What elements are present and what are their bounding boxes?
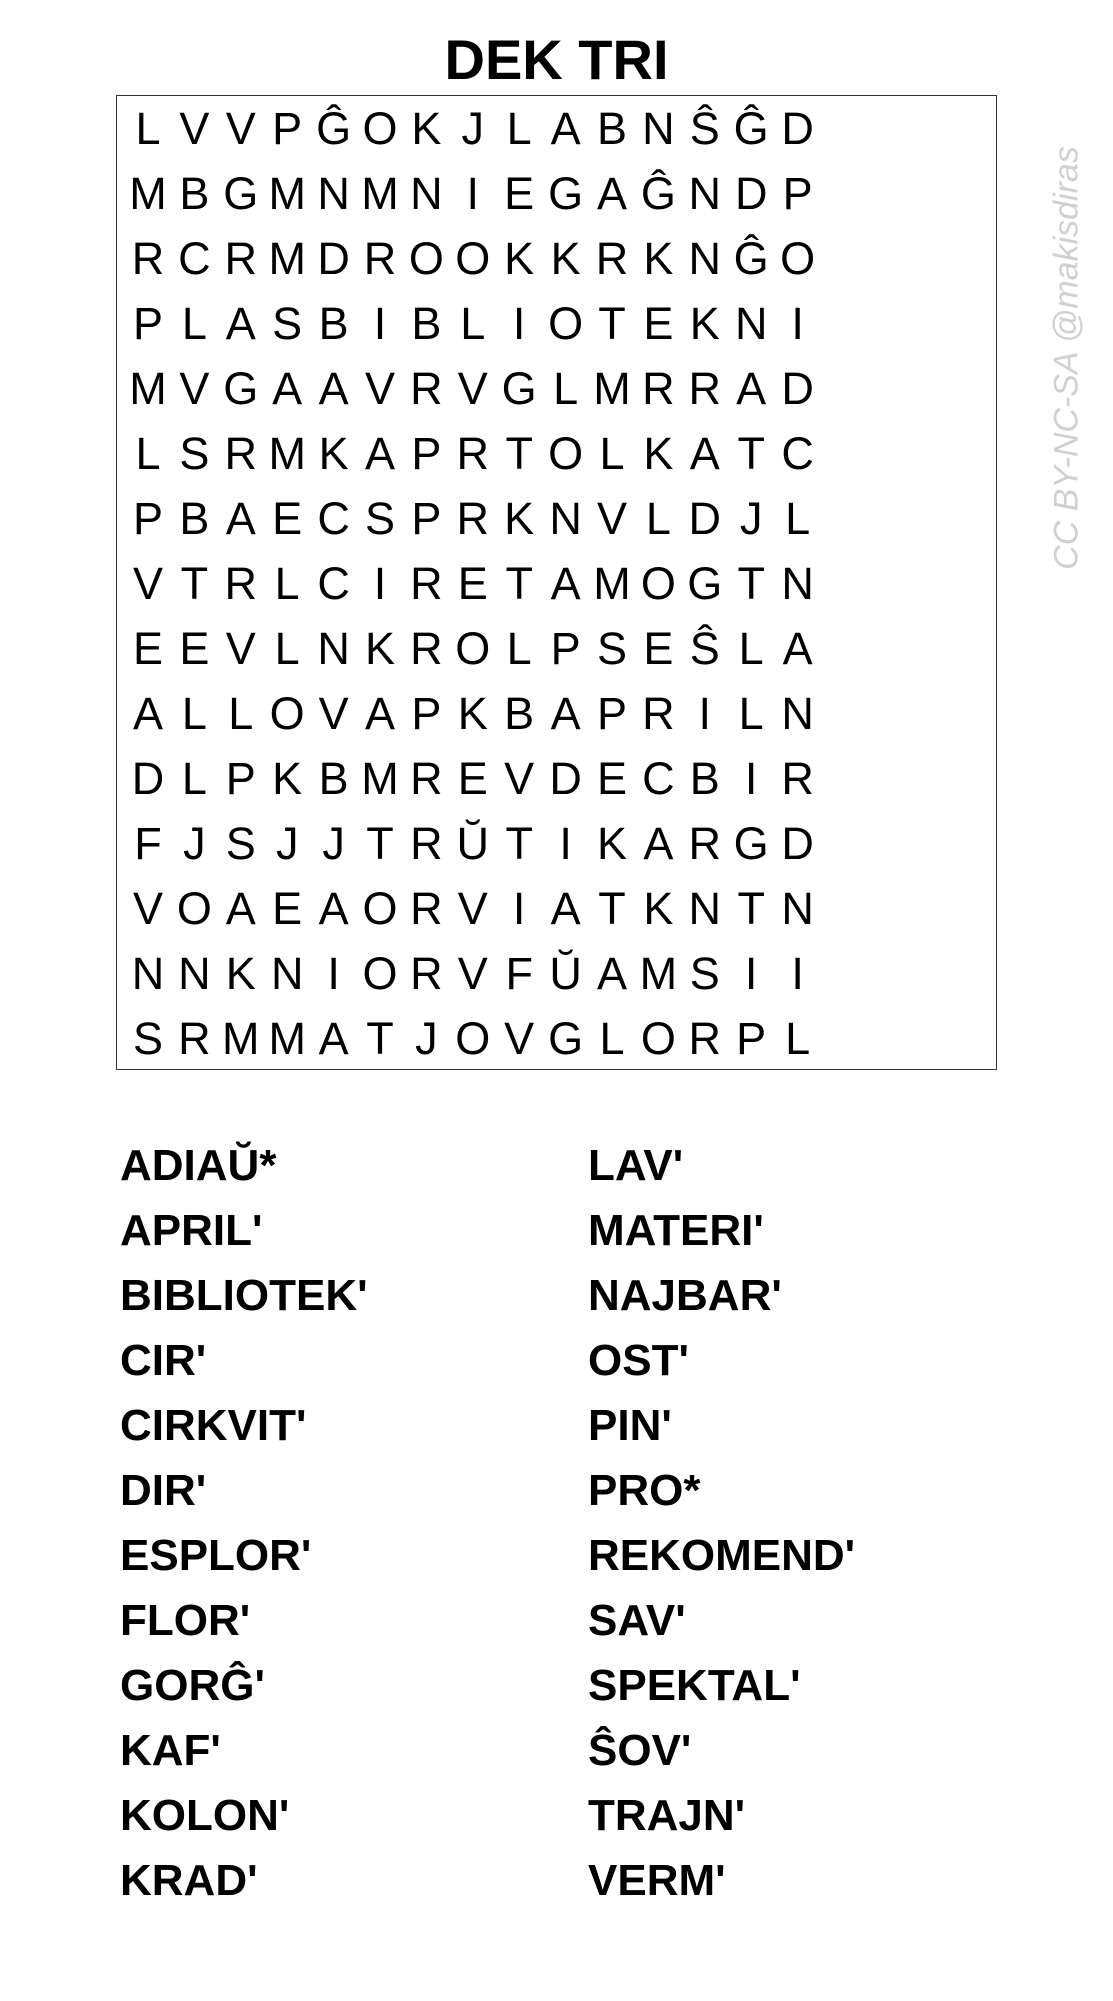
grid-cell[interactable]: V [364, 363, 395, 414]
grid-cell[interactable]: O [362, 948, 398, 999]
watermark-text: CC BY-NC-SA @makisdiras [1047, 146, 1086, 570]
grid-cell[interactable]: B [411, 298, 442, 349]
grid-cell[interactable]: E [643, 298, 674, 349]
grid-cell[interactable]: A [782, 623, 813, 674]
grid-cell[interactable]: O [548, 428, 584, 479]
grid-cell[interactable]: O [455, 623, 491, 674]
grid-cell[interactable]: Ĝ [316, 103, 352, 154]
grid-cell[interactable]: L [181, 298, 207, 349]
grid-cell[interactable]: R [410, 818, 443, 869]
grid-cell[interactable]: M [639, 948, 678, 999]
grid-cell[interactable]: L [599, 428, 625, 479]
grid-cell[interactable]: R [410, 948, 443, 999]
word-list-item: MATERI' [588, 1206, 764, 1255]
word-list-item: KAF' [120, 1726, 221, 1775]
grid-cell[interactable]: G [223, 363, 259, 414]
grid-cell[interactable]: R [410, 753, 443, 804]
grid-cell[interactable]: D [131, 753, 165, 804]
grid-cell[interactable]: R [224, 428, 258, 479]
grid-cell[interactable]: L [506, 103, 532, 154]
grid-cell[interactable]: L [274, 558, 300, 609]
word-list-item: VERM' [588, 1856, 726, 1905]
grid-row [117, 876, 996, 941]
grid-cell[interactable]: K [318, 428, 349, 479]
grid-cell[interactable]: O [269, 688, 305, 739]
grid-cell[interactable]: T [366, 818, 394, 869]
grid-cell[interactable]: R [178, 1013, 211, 1064]
grid-cell[interactable]: D [317, 233, 350, 284]
word-list-item: PRO* [588, 1466, 701, 1515]
grid-cell[interactable]: P [272, 103, 303, 154]
grid-cell[interactable]: N [270, 948, 304, 999]
grid-cell[interactable]: R [456, 428, 490, 479]
grid-cell[interactable]: N [642, 103, 675, 154]
grid-cell[interactable]: E [272, 493, 303, 544]
grid-cell[interactable]: R [410, 623, 443, 674]
grid-cell[interactable]: A [225, 298, 256, 349]
grid-cell[interactable]: L [785, 493, 811, 544]
grid-cell[interactable]: R [642, 688, 675, 739]
grid-row [117, 1006, 996, 1071]
grid-cell[interactable]: V [504, 1013, 535, 1064]
grid-row [117, 941, 996, 1006]
grid-cell[interactable]: T [598, 298, 626, 349]
grid-cell[interactable]: M [593, 558, 631, 609]
grid-cell[interactable]: E [272, 883, 303, 934]
grid-cell[interactable]: A [272, 363, 303, 414]
grid-cell[interactable]: P [550, 623, 581, 674]
grid-cell[interactable]: A [689, 428, 720, 479]
grid-cell[interactable]: L [738, 623, 764, 674]
grid-cell[interactable]: S [179, 428, 210, 479]
grid-cell[interactable]: M [129, 168, 167, 219]
grid-cell[interactable]: K [689, 298, 720, 349]
grid-cell[interactable]: K [504, 493, 535, 544]
grid-cell[interactable]: L [738, 688, 764, 739]
grid-cell[interactable]: G [733, 818, 769, 869]
grid-cell[interactable]: S [596, 623, 627, 674]
grid-cell[interactable]: O [548, 298, 584, 349]
grid-cell[interactable]: L [785, 1013, 811, 1064]
grid-cell[interactable]: A [225, 493, 256, 544]
grid-cell[interactable]: B [504, 688, 535, 739]
grid-cell[interactable]: R [688, 818, 722, 869]
grid-cell[interactable]: N [688, 168, 722, 219]
grid-cell[interactable]: M [268, 168, 306, 219]
grid-cell[interactable]: O [455, 233, 491, 284]
grid-row [117, 291, 996, 356]
word-list-item: CIR' [120, 1336, 207, 1385]
grid-cell[interactable]: E [643, 623, 674, 674]
grid-cell[interactable]: K [643, 428, 674, 479]
grid-cell[interactable]: V [457, 948, 488, 999]
grid-cell[interactable]: A [318, 363, 349, 414]
grid-cell[interactable]: P [225, 753, 256, 804]
grid-cell[interactable]: B [689, 753, 720, 804]
grid-cell[interactable]: A [596, 948, 627, 999]
grid-cell[interactable]: D [781, 103, 814, 154]
word-list-item: REKOMEND' [588, 1531, 856, 1580]
grid-cell[interactable]: K [550, 233, 581, 284]
grid-row [117, 161, 996, 226]
grid-cell[interactable]: T [366, 1013, 394, 1064]
grid-cell[interactable]: A [318, 1013, 349, 1064]
word-list-item: ADIAŬ* [120, 1141, 277, 1190]
grid-cell[interactable]: N [781, 883, 814, 934]
grid-cell[interactable]: N [317, 623, 350, 674]
grid-cell[interactable]: E [179, 623, 210, 674]
word-list-item: BIBLIOTEK' [120, 1271, 368, 1320]
word-list-item: APRIL' [120, 1206, 263, 1255]
grid-row [117, 226, 996, 291]
grid-cell[interactable]: E [132, 623, 163, 674]
grid-cell[interactable]: S [272, 298, 303, 349]
grid-cell[interactable]: E [457, 753, 488, 804]
grid-cell[interactable]: D [781, 363, 814, 414]
grid-cell[interactable]: M [593, 363, 631, 414]
grid-cell[interactable]: F [134, 818, 162, 869]
grid-cell[interactable]: J [275, 818, 299, 869]
grid-cell[interactable]: D [688, 493, 722, 544]
grid-cell[interactable]: V [179, 103, 210, 154]
word-list-item: DIR' [120, 1466, 207, 1515]
word-list-item: LAV' [588, 1141, 684, 1190]
grid-cell[interactable]: C [178, 233, 211, 284]
grid-cell[interactable]: E [457, 558, 488, 609]
word-list-item: KOLON' [120, 1791, 290, 1840]
grid-cell[interactable]: A [225, 883, 256, 934]
grid-cell[interactable]: A [596, 168, 627, 219]
grid-cell[interactable]: D [781, 818, 814, 869]
grid-cell[interactable]: T [737, 558, 765, 609]
grid-cell[interactable]: B [596, 103, 627, 154]
grid-row [117, 811, 996, 876]
grid-cell[interactable]: S [689, 948, 720, 999]
grid-cell[interactable]: R [781, 753, 814, 804]
grid-cell[interactable]: R [688, 363, 722, 414]
grid-cell[interactable]: V [179, 363, 210, 414]
grid-cell[interactable]: C [317, 558, 350, 609]
grid-cell[interactable]: A [132, 688, 163, 739]
grid-cell[interactable]: N [317, 168, 350, 219]
grid-cell[interactable]: C [317, 493, 350, 544]
grid-cell[interactable]: K [225, 948, 256, 999]
grid-cell[interactable]: O [780, 233, 816, 284]
word-list-item: FLOR' [120, 1596, 251, 1645]
grid-cell[interactable]: B [318, 753, 349, 804]
grid-cell[interactable]: Ĝ [733, 233, 769, 284]
word-list-item: SAV' [588, 1596, 686, 1645]
grid-cell[interactable]: K [596, 818, 627, 869]
grid-cell[interactable]: S [364, 493, 395, 544]
grid-cell[interactable]: T [505, 428, 533, 479]
word-list-item: NAJBAR' [588, 1271, 782, 1320]
grid-cell[interactable]: V [318, 688, 349, 739]
grid-cell[interactable]: L [181, 753, 207, 804]
grid-cell[interactable]: I [466, 168, 480, 219]
grid-cell[interactable]: B [179, 168, 210, 219]
grid-cell[interactable]: Ĝ [640, 168, 676, 219]
grid-cell[interactable]: O [640, 1013, 676, 1064]
grid-cell[interactable]: P [782, 168, 813, 219]
grid-cell[interactable]: J [461, 103, 485, 154]
grid-cell[interactable]: P [411, 493, 442, 544]
grid-cell[interactable]: T [505, 818, 533, 869]
grid-cell[interactable]: I [698, 688, 712, 739]
grid-cell[interactable]: A [318, 883, 349, 934]
grid-cell[interactable]: N [410, 168, 443, 219]
grid-cell[interactable]: M [361, 168, 399, 219]
grid-cell[interactable]: V [225, 623, 256, 674]
grid-cell[interactable]: O [408, 233, 444, 284]
grid-cell[interactable]: A [364, 428, 395, 479]
grid-cell[interactable]: L [135, 103, 161, 154]
grid-cell[interactable]: I [373, 558, 387, 609]
grid-cell[interactable]: L [460, 298, 486, 349]
grid-cell[interactable]: I [327, 948, 340, 999]
grid-cell[interactable]: A [643, 818, 674, 869]
grid-cell[interactable]: Ŭ [549, 948, 582, 999]
grid-cell[interactable]: F [505, 948, 533, 999]
grid-cell[interactable]: V [225, 103, 256, 154]
word-list-item: PIN' [588, 1401, 672, 1450]
grid-cell[interactable]: I [512, 883, 526, 934]
grid-cell[interactable]: V [457, 883, 488, 934]
grid-cell[interactable]: R [224, 233, 258, 284]
grid-cell[interactable]: L [645, 493, 671, 544]
word-list-item: OST' [588, 1336, 689, 1385]
grid-cell[interactable]: T [737, 883, 765, 934]
grid-cell[interactable]: C [781, 428, 814, 479]
grid-cell[interactable]: N [734, 298, 768, 349]
grid-cell[interactable]: Ŭ [456, 818, 490, 869]
grid-cell[interactable]: V [457, 363, 488, 414]
grid-cell[interactable]: P [132, 493, 163, 544]
grid-cell[interactable]: A [550, 688, 581, 739]
grid-cell[interactable]: M [222, 1013, 260, 1064]
grid-cell[interactable]: T [598, 883, 626, 934]
grid-cell[interactable]: V [504, 753, 535, 804]
grid-cell[interactable]: O [362, 883, 398, 934]
grid-row [117, 551, 996, 616]
grid-cell[interactable]: V [132, 558, 163, 609]
grid-cell[interactable]: I [791, 948, 804, 999]
grid-cell[interactable]: G [687, 558, 723, 609]
grid-cell[interactable]: R [131, 233, 165, 284]
word-list-item: CIRKVIT' [120, 1401, 307, 1450]
grid-cell[interactable]: R [224, 558, 258, 609]
grid-cell[interactable]: R [363, 233, 397, 284]
grid-cell[interactable]: A [550, 103, 581, 154]
grid-cell[interactable]: A [736, 363, 767, 414]
grid-cell[interactable]: D [549, 753, 582, 804]
word-list-item: SPEKTAL' [588, 1661, 801, 1710]
grid-cell[interactable]: E [596, 753, 627, 804]
grid-cell[interactable]: O [176, 883, 212, 934]
grid-cell[interactable]: R [642, 363, 675, 414]
letter-grid [116, 95, 997, 1070]
grid-cell[interactable]: K [643, 233, 674, 284]
grid-cell[interactable]: L [599, 1013, 625, 1064]
grid-cell[interactable]: G [548, 1013, 584, 1064]
grid-cell[interactable]: I [744, 948, 758, 999]
grid-cell[interactable]: M [268, 1013, 306, 1064]
grid-cell[interactable]: B [318, 298, 349, 349]
grid-row [117, 356, 996, 421]
grid-row [117, 486, 996, 551]
grid-cell[interactable]: R [410, 558, 443, 609]
grid-cell[interactable]: N [549, 493, 582, 544]
grid-cell[interactable]: D [734, 168, 768, 219]
grid-cell[interactable]: Ŝ [689, 103, 720, 154]
grid-cell[interactable]: P [596, 688, 627, 739]
grid-cell[interactable]: I [744, 753, 758, 804]
grid-cell[interactable]: S [225, 818, 256, 869]
grid-cell[interactable]: R [410, 883, 443, 934]
grid-row [117, 616, 996, 681]
grid-cell[interactable]: I [559, 818, 572, 869]
grid-cell[interactable]: K [643, 883, 674, 934]
grid-cell[interactable]: S [132, 1013, 163, 1064]
grid-cell[interactable]: A [550, 558, 581, 609]
grid-cell[interactable]: Ŝ [689, 623, 720, 674]
word-list-item: ESPLOR' [120, 1531, 312, 1580]
grid-cell[interactable]: N [688, 233, 722, 284]
grid-cell[interactable]: L [228, 688, 254, 739]
grid-cell[interactable]: J [415, 1013, 438, 1064]
grid-cell[interactable]: A [550, 883, 581, 934]
grid-cell[interactable]: G [501, 363, 537, 414]
grid-cell[interactable]: R [410, 363, 443, 414]
grid-cell[interactable]: Ĝ [733, 103, 769, 154]
grid-cell[interactable]: T [180, 558, 209, 609]
grid-row [117, 681, 996, 746]
word-list-item: TRAJN' [588, 1791, 746, 1840]
grid-cell[interactable]: M [361, 753, 399, 804]
grid-cell[interactable]: N [781, 688, 814, 739]
grid-cell[interactable]: N [178, 948, 211, 999]
grid-cell[interactable]: M [268, 233, 306, 284]
grid-cell[interactable]: P [411, 428, 442, 479]
grid-cell[interactable]: G [548, 168, 584, 219]
grid-cell[interactable]: G [223, 168, 259, 219]
grid-cell[interactable]: J [183, 818, 206, 869]
grid-cell[interactable]: R [688, 1013, 722, 1064]
grid-cell[interactable]: C [642, 753, 675, 804]
grid-row [117, 746, 996, 811]
grid-cell[interactable]: N [131, 948, 165, 999]
grid-cell[interactable]: P [736, 1013, 767, 1064]
grid-cell[interactable]: O [455, 1013, 491, 1064]
grid-cell[interactable]: J [322, 818, 345, 869]
grid-cell[interactable]: L [181, 688, 207, 739]
grid-cell[interactable]: L [506, 623, 532, 674]
grid-cell[interactable]: T [737, 428, 765, 479]
puzzle-title: DEK TRI [444, 28, 669, 91]
grid-cell[interactable]: K [364, 623, 395, 674]
grid-cell[interactable]: L [274, 623, 300, 674]
grid-cell[interactable]: R [456, 493, 490, 544]
grid-cell[interactable]: K [411, 103, 442, 154]
grid-cell[interactable]: T [505, 558, 533, 609]
grid-cell[interactable]: I [512, 298, 526, 349]
grid-cell[interactable]: E [504, 168, 535, 219]
grid-cell[interactable]: V [132, 883, 163, 934]
grid-cell[interactable]: O [640, 558, 676, 609]
grid-cell[interactable]: K [504, 233, 535, 284]
grid-cell[interactable]: M [129, 363, 167, 414]
grid-cell[interactable]: N [781, 558, 814, 609]
grid-cell[interactable]: I [373, 298, 387, 349]
grid-cell[interactable]: K [272, 753, 303, 804]
word-list-item: ŜOV' [588, 1726, 692, 1775]
grid-cell[interactable]: V [596, 493, 627, 544]
grid-cell[interactable]: J [739, 493, 763, 544]
grid-cell[interactable]: I [791, 298, 804, 349]
grid-row [117, 421, 996, 486]
grid-cell[interactable]: B [179, 493, 210, 544]
grid-cell[interactable]: R [595, 233, 629, 284]
grid-row [117, 96, 996, 161]
grid-cell[interactable]: P [132, 298, 163, 349]
word-list-item: KRAD' [120, 1856, 258, 1905]
grid-cell[interactable]: M [268, 428, 306, 479]
grid-cell[interactable]: O [362, 103, 398, 154]
word-list-item: GORĜ' [120, 1661, 265, 1710]
grid-cell[interactable]: L [553, 363, 579, 414]
grid-cell[interactable]: A [364, 688, 395, 739]
grid-cell[interactable]: N [688, 883, 722, 934]
grid-cell[interactable]: L [135, 428, 161, 479]
grid-cell[interactable]: P [411, 688, 442, 739]
license-watermark [1042, 118, 1092, 598]
grid-cell[interactable]: K [457, 688, 488, 739]
